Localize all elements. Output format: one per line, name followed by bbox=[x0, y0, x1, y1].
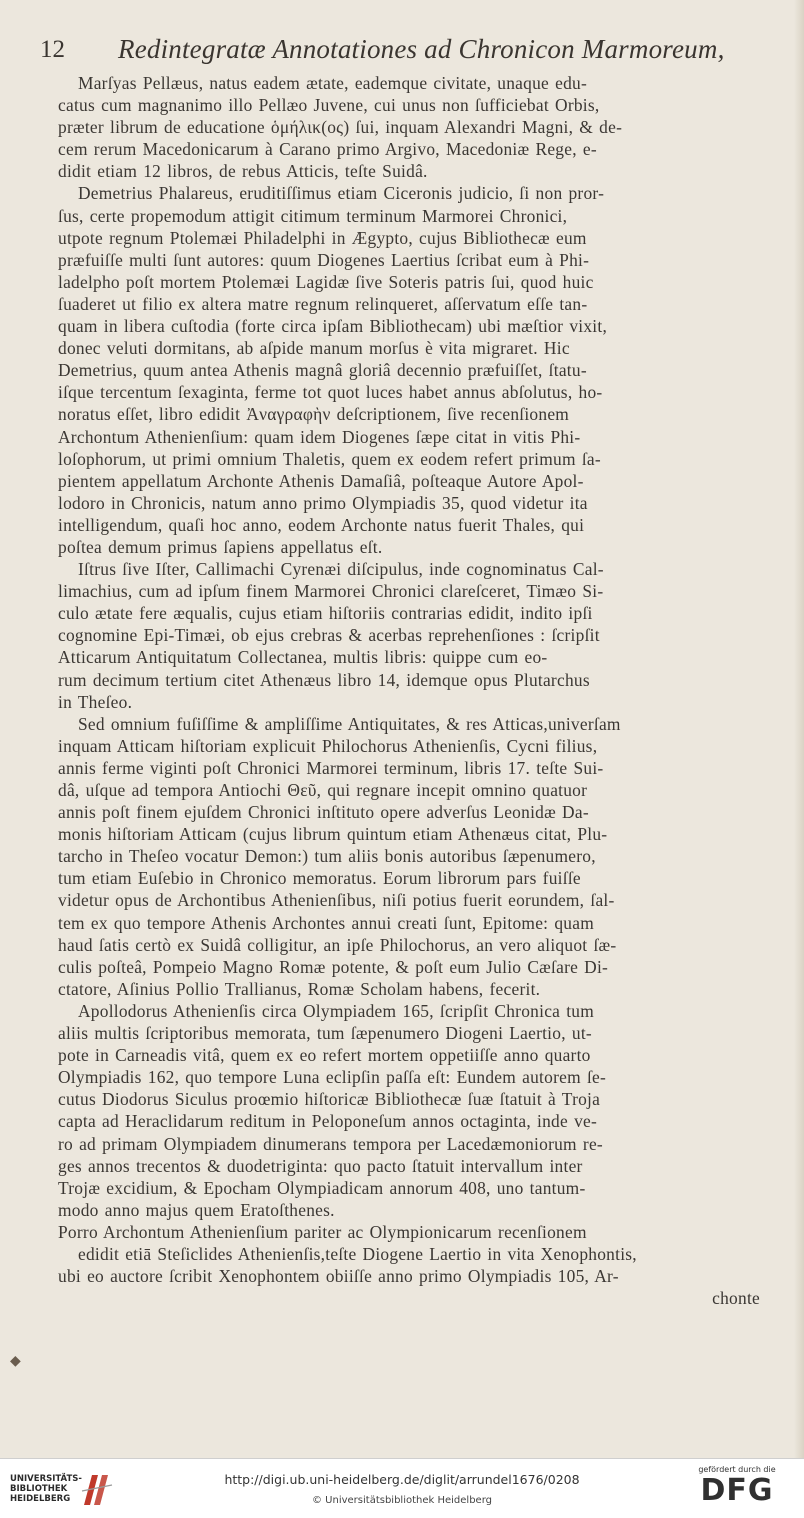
text-line: edidit etiā Steſiclides Athenienſis,teſte Diogene Laertio in vita Xenophontis, bbox=[78, 1243, 637, 1264]
text-line: pote in Carneadis vitâ, quem ex eo refert mortem oppetiiſſe anno quarto bbox=[58, 1045, 591, 1066]
body-text bbox=[58, 72, 760, 1309]
text-line: ſus, certe propemodum attigit citimum terminum Marmorei Chronici, bbox=[58, 205, 568, 226]
text-line: cutus Diodorus Siculus proœmio hiſtoricæ Bibliothecæ ſuæ ſtatuit à Troja bbox=[58, 1089, 601, 1110]
text-line: ladelpho poſt mortem Ptolemæi Lagidæ ſive Soteris patris ſui, quod huic bbox=[58, 271, 594, 292]
text-line: tum etiam Euſebio in Chronico memoratus. Eorum librorum pars fuiſſe bbox=[58, 868, 581, 889]
text-line: annis poſt finem ejuſdem Chronici inſtituto opere adverſus Leonidæ Da- bbox=[58, 802, 589, 823]
text-line: Apollodorus Athenienſis circa Olympiadem 165, ſcripſit Chronica tum bbox=[78, 1000, 595, 1021]
page-number: 12 bbox=[40, 36, 65, 63]
text-line: tem ex quo tempore Athenis Archontes annui creati ſunt, Epitome: quam bbox=[58, 912, 594, 933]
text-line: chonte bbox=[712, 1288, 760, 1309]
text-line: iſque tercentum ſexaginta, ferme tot quot luces habet annus abſolutus, ho- bbox=[58, 382, 603, 403]
document-url-link[interactable]: http://digi.ub.uni-heidelberg.de/diglit/arrundel1676/0208 bbox=[224, 1472, 580, 1487]
text-line: Marſyas Pellæus, natus eadem ætate, eademque civitate, unaque edu- bbox=[78, 73, 588, 93]
text-line: inquam Atticam hiſtoriam explicuit Philochorus Athenienſis, Cycni filius, bbox=[58, 735, 598, 756]
text-line: pientem appellatum Archonte Athenis Damaſiâ, poſteaque Autore Apol- bbox=[58, 470, 584, 491]
text-line: capta ad Heraclidarum reditum in Peloponeſum annos octaginta, inde ve- bbox=[58, 1111, 598, 1132]
text-line: ſuaderet ut filio ex altera matre regnum relinqueret, aſſervatum eſſe tan- bbox=[58, 293, 588, 314]
text-line: catus cum magnanimo illo Pellæo Juvene, cui unus non ſufficiebat Orbis, bbox=[58, 95, 600, 116]
page-edge-shadow bbox=[794, 0, 804, 1458]
text-line: Sed omnium fuſiſſime & ampliſſime Antiquitates, & res Atticas,univerſam bbox=[78, 713, 621, 734]
text-line: annis ferme viginti poſt Chronici Marmorei terminum, libris 17. teſte Sui- bbox=[58, 757, 604, 778]
text-line: utpote regnum Ptolemæi Philadelphi in Ægypto, cujus Bibliothecæ eum bbox=[58, 227, 587, 248]
text-line: præter librum de educatione ὁμήλικ(ος) ſui, inquam Alexandri Magni, & de- bbox=[58, 117, 623, 138]
funded-by-label: gefördert durch die bbox=[698, 1465, 776, 1474]
text-line: lodoro in Chronicis, natum anno primo Olympiadis 35, quod videtur ita bbox=[58, 492, 588, 513]
text-line: ges annos trecentos & duodetriginta: quo pacto ſtatuit intervallum inter bbox=[58, 1155, 583, 1176]
dfg-logo: DFG bbox=[700, 1473, 774, 1508]
text-line: Trojæ excidium, & Epocham Olympiadicam annorum 408, uno tantum- bbox=[58, 1177, 586, 1198]
text-line: ro ad primam Olympiadem dinumerans tempora per Lacedæmoniorum re- bbox=[58, 1133, 603, 1154]
text-line: limachius, cum ad ipſum finem Marmorei Chronici clareſceret, Timæo Si- bbox=[58, 581, 604, 602]
page-header bbox=[30, 30, 790, 70]
text-line: intelligendum, quaſi hoc anno, eodem Archonte natus fuerit Thales, qui bbox=[58, 514, 585, 535]
text-line: loſophorum, ut primi omnium Thaletis, quem ex eodem refert primum ſa- bbox=[58, 448, 601, 469]
text-line: in Theſeo. bbox=[58, 691, 133, 712]
text-line: Iſtrus ſive Iſter, Callimachi Cyrenæi diſcipulus, inde cognominatus Cal- bbox=[78, 559, 604, 580]
text-line: poſtea demum primus ſapiens appellatus eſt. bbox=[58, 536, 383, 557]
text-line: Atticarum Antiquitatum Collectanea, multis libris: quippe cum eo- bbox=[58, 647, 548, 668]
text-line: monis hiſtoriam Atticam (cujus librum quintum etiam Athenæus citat, Plu- bbox=[58, 824, 608, 845]
text-line: Demetrius Phalareus, eruditiſſimus etiam Ciceronis judicio, ſi non pror- bbox=[78, 183, 605, 204]
text-line: præfuiſſe multi ſunt autores: quum Diogenes Laertius ſcribat eum à Phi- bbox=[58, 249, 590, 270]
text-line: haud ſatis certò ex Suidâ colligitur, an ipſe Philochorus, an vero aliquot ſæ- bbox=[58, 934, 617, 955]
text-line: cem rerum Macedonicarum à Carano primo Argivo, Macedoniæ Rege, e- bbox=[58, 139, 597, 160]
funder-block[interactable] bbox=[682, 1465, 792, 1508]
text-line: didit etiam 12 libros, de rebus Atticis, teſte Suidâ. bbox=[58, 161, 428, 182]
text-line: tarcho in Theſeo vocatur Demon:) tum aliis bonis autoribus ſæpenumero, bbox=[58, 846, 596, 867]
footer-bar bbox=[0, 1458, 804, 1518]
text-line: ctatore, Aſinius Pollio Trallianus, Romæ Scholam habens, fecerit. bbox=[58, 978, 541, 999]
text-line: culo ætate fere æqualis, cujus etiam hiſtoriis contrarias edidit, indito ipſi bbox=[58, 603, 593, 624]
text-line: Demetrius, quum antea Athenis magnâ gloriâ decennio præfuiſſet, ſtatu- bbox=[58, 360, 587, 381]
text-line: aliis multis ſcriptoribus memorata, tum ſæpenumero Diogeni Laertio, ut- bbox=[58, 1023, 592, 1044]
text-line: quam in libera cuſtodia (forte circa ipſam Bibliothecam) ubi mæſtior vixit, bbox=[58, 316, 608, 337]
text-line: ubi eo auctore ſcribit Xenophontem obiiſſe anno primo Olympiadis 105, Ar- bbox=[58, 1266, 619, 1287]
library-name: UNIVERSITÄTS- BIBLIOTHEK HEIDELBERG bbox=[10, 1474, 82, 1504]
margin-mark-icon: ◆ bbox=[10, 1353, 21, 1369]
text-line: Porro Archontum Athenienſium pariter ac Olympionicarum recenſionem bbox=[58, 1221, 587, 1242]
text-line: donec veluti dormitans, ab aſpide manum morſus è vita migraret. Hic bbox=[58, 338, 570, 359]
text-line: cognomine Epi-Timæi, ob ejus crebras & acerbas reprehenſiones : ſcripſit bbox=[58, 625, 600, 646]
text-line: Olympiadis 162, quo tempore Luna eclipſin paſſa eſt: Eundem autorem ſe- bbox=[58, 1067, 607, 1088]
running-title: Redintegratæ Annotationes ad Chronicon Marmoreum, bbox=[118, 34, 725, 64]
text-line: videtur opus de Archontibus Athenienſibus, niſi potius fuerit eorundem, ſal- bbox=[58, 890, 615, 911]
text-line: modo anno majus quem Eratoſthenes. bbox=[58, 1199, 335, 1220]
text-line: Archontum Athenienſium: quam idem Diogenes ſæpe citat in vitis Phi- bbox=[58, 426, 581, 447]
copyright-notice: © Universitätsbibliothek Heidelberg bbox=[311, 1495, 492, 1506]
text-line: rum decimum tertium citet Athenæus libro 14, idemque opus Plutarchus bbox=[58, 669, 590, 690]
text-line: noratus eſſet, libro edidit Ἀναγραφὴν deſcriptionem, ſive recenſionem bbox=[58, 404, 570, 425]
text-line: culis poſteâ, Pompeio Magno Romæ potente, & poſt eum Julio Cæſare Di- bbox=[58, 956, 609, 977]
text-line: dâ, uſque ad tempora Antiochi Θεῦ, qui regnare incepit omnino quatuor bbox=[58, 780, 588, 800]
